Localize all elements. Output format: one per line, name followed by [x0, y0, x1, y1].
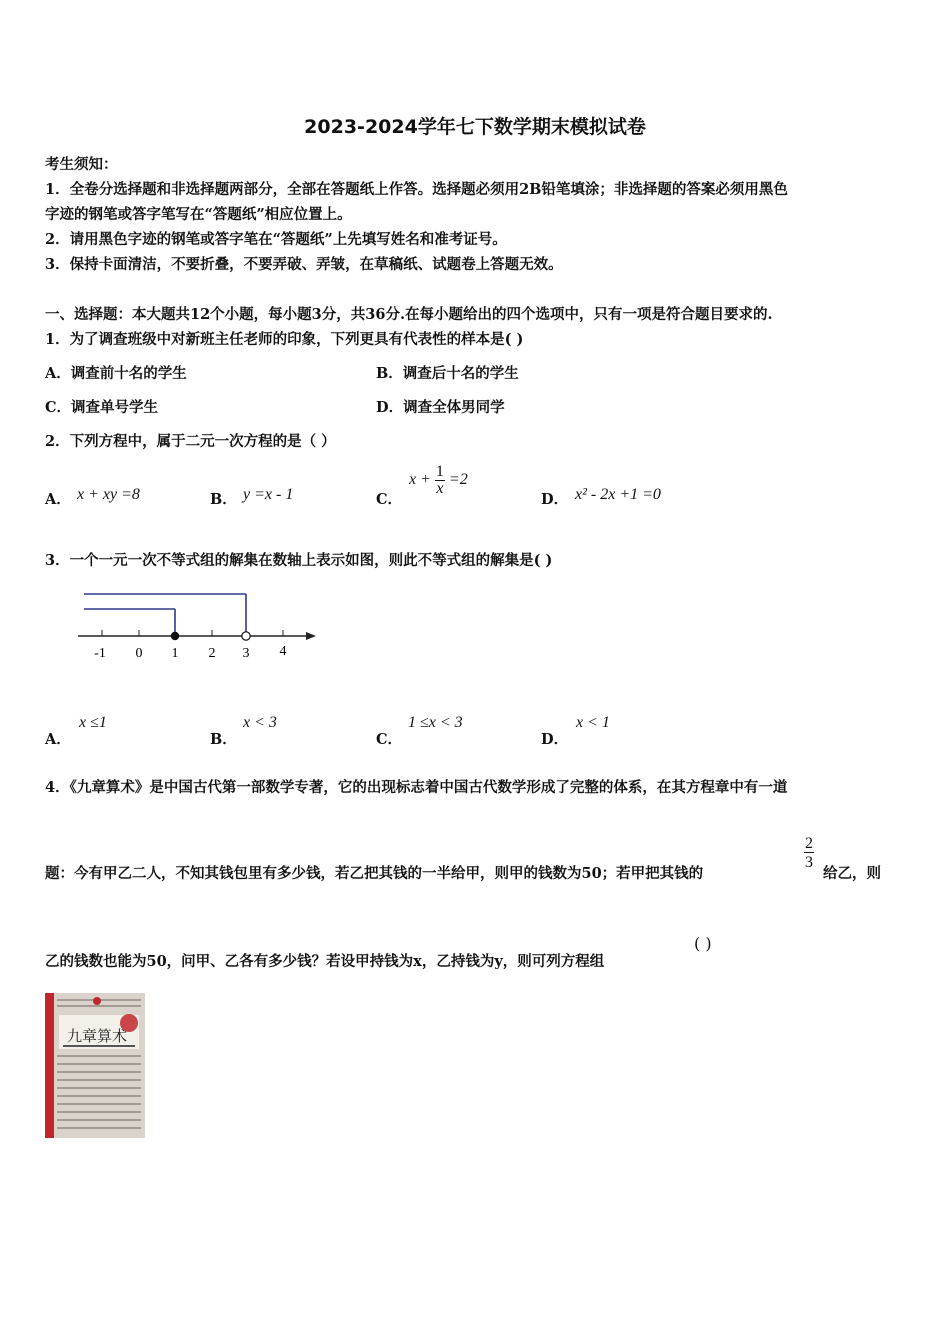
book-seal-icon — [93, 997, 101, 1005]
q4-line-1: 4．《九章算术》是中国古代第一部数学专著，它的出现标志着中国古代数学形成了完整的体系，在其方程章中有一道 — [45, 779, 788, 796]
q1-stem: 1．为了调查班级中对新班主任老师的印象，下列更具有代表性的样本是( ) — [45, 331, 524, 348]
q3-option-d-expr: x < 1 — [576, 714, 610, 731]
notice-line-3: 2．请用黑色字迹的钢笔或答字笔在“答题纸”上先填写姓名和准考证号。 — [45, 231, 507, 248]
q2-option-c-expr — [409, 464, 468, 497]
q1-option-a: A．调查前十名的学生 — [45, 365, 187, 382]
q3-option-d-label: D． — [541, 731, 569, 748]
q1-option-d: D．调查全体男同学 — [376, 399, 505, 416]
q2-option-c-num: 1 — [435, 463, 444, 480]
q2-option-b-expr: y =x - 1 — [243, 486, 294, 503]
tick-label-1: 1 — [171, 646, 179, 661]
q4-fraction-num: 2 — [805, 835, 813, 852]
book-spine — [45, 993, 54, 1138]
book-title: 九章算术 — [66, 1027, 128, 1045]
q4-line-2-tail: 给乙，则 — [823, 865, 881, 882]
tick-label-3: 3 — [242, 646, 250, 661]
tick-label-0: 0 — [135, 646, 143, 661]
q3-option-c-expr: 1 ≤x < 3 — [408, 714, 463, 731]
q2-option-d-label: D． — [541, 491, 569, 508]
q2-option-a-label: A． — [45, 491, 71, 508]
q2-stem: 2．下列方程中，属于二元一次方程的是（ ） — [45, 433, 336, 450]
q1-option-c: C．调查单号学生 — [45, 399, 159, 416]
q4-answer-paren: ( ) — [694, 934, 712, 953]
book-cover-image — [45, 993, 145, 1138]
notice-heading: 考生须知： — [45, 156, 118, 173]
q2-option-d-expr: x² - 2x +1 =0 — [575, 486, 661, 503]
q1-option-b: B．调查后十名的学生 — [376, 365, 519, 382]
closed-point-1 — [171, 632, 179, 640]
section-heading: 一、选择题：本大题共12个小题，每小题3分，共36分.在每小题给出的四个选项中，只有一项是符合题目要求的. — [45, 306, 773, 323]
notice-line-1: 1．全卷分选择题和非选择题两部分，全部在答题纸上作答。选择题必须用2B铅笔填涂；非选择题的答案必须用黑色 — [45, 181, 788, 198]
q2-option-b-label: B． — [210, 491, 237, 508]
q3-option-b-expr: x < 3 — [243, 714, 277, 731]
q2-option-c-post: =2 — [448, 471, 468, 489]
q4-line-3: 乙的钱数也能为50，问甲、乙各有多少钱？若设甲持钱为x，乙持钱为y，则可列方程组 — [45, 953, 605, 970]
q3-option-a-expr: x ≤1 — [79, 714, 107, 731]
q4-line-2: 题：今有甲乙二人，不知其钱包里有多少钱，若乙把其钱的一半给甲，则甲的钱数为50；若甲把其钱的 — [45, 865, 704, 882]
q2-option-c-den: x — [436, 480, 444, 497]
book-subtitle-line — [63, 1045, 135, 1047]
q2-option-c-label: C． — [376, 491, 403, 508]
q3-stem: 3．一个一元一次不等式组的解集在数轴上表示如图，则此不等式组的解集是( ) — [45, 552, 553, 569]
tick-label-neg1: -1 — [94, 646, 106, 661]
number-line-figure — [70, 585, 330, 665]
q4-fraction-den: 3 — [805, 854, 813, 871]
q2-option-c-fraction — [435, 464, 445, 497]
q3-option-b-label: B． — [210, 731, 237, 748]
page-title: 2023-2024学年七下数学期末模拟试卷 — [304, 116, 646, 138]
tick-label-4: 4 — [279, 644, 287, 659]
q2-option-a-expr: x + xy =8 — [77, 486, 140, 503]
q3-option-a-label: A． — [45, 731, 71, 748]
open-point-3 — [242, 632, 250, 640]
notice-line-4: 3．保持卡面清洁，不要折叠，不要弄破、弄皱，在草稿纸、试题卷上答题无效。 — [45, 256, 563, 273]
q4-fraction — [804, 836, 814, 871]
notice-line-2: 字迹的钢笔或答字笔写在“答题纸”相应位置上。 — [45, 206, 352, 223]
axis-arrow-icon — [306, 632, 316, 640]
tick-label-2: 2 — [208, 646, 216, 661]
q3-option-c-label: C． — [376, 731, 403, 748]
q2-option-c-pre: x + — [409, 471, 431, 489]
